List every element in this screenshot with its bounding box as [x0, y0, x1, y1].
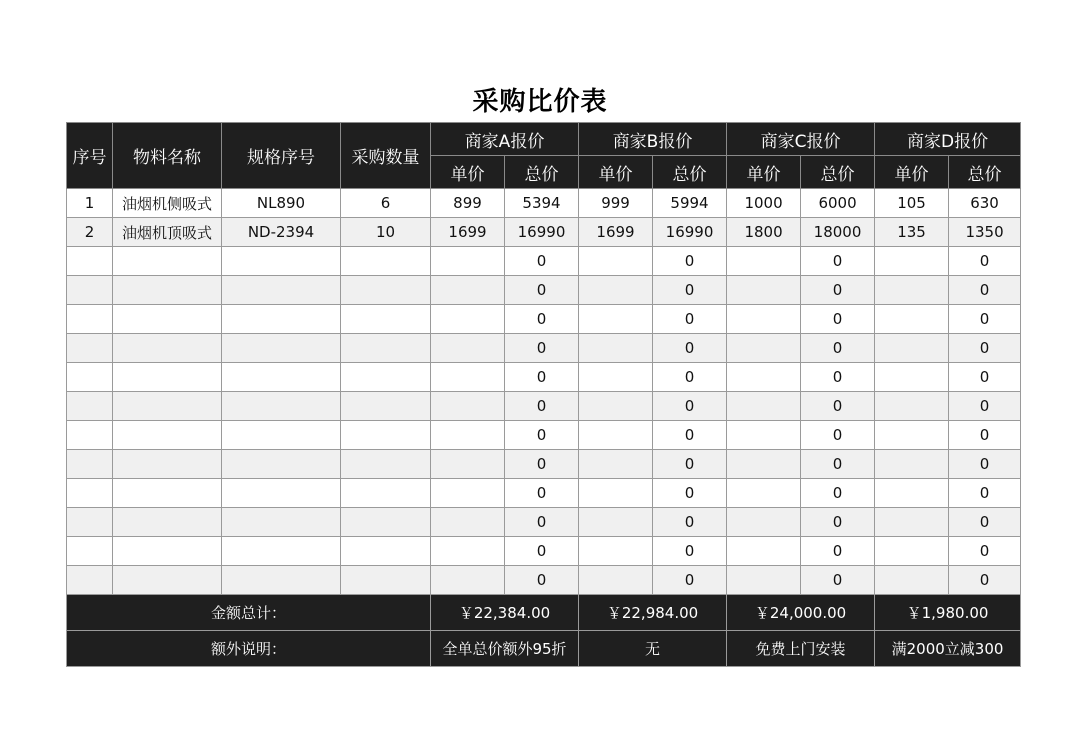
- table-row: [67, 218, 1021, 247]
- cell-unit-price[interactable]: [431, 392, 505, 421]
- cell-total-price[interactable]: 0: [653, 566, 727, 595]
- table-row: [67, 305, 1021, 334]
- cell-unit-price[interactable]: [727, 247, 801, 276]
- cell-spec[interactable]: [222, 247, 341, 276]
- cell-spec[interactable]: ND-2394: [222, 218, 341, 247]
- cell-material-name[interactable]: [113, 392, 222, 421]
- cell-total-price[interactable]: 0: [653, 247, 727, 276]
- cell-material-name[interactable]: [113, 363, 222, 392]
- cell-total-price[interactable]: 0: [949, 247, 1021, 276]
- header-total-price: 总价: [801, 156, 875, 189]
- total-vendor-d: ￥1,980.00: [875, 595, 1021, 631]
- cell-quantity[interactable]: [341, 334, 431, 363]
- cell-total-price[interactable]: 0: [505, 305, 579, 334]
- header-vendor-a: 商家A报价: [431, 123, 579, 156]
- cell-unit-price[interactable]: 1800: [727, 218, 801, 247]
- cell-unit-price[interactable]: [727, 479, 801, 508]
- cell-quantity[interactable]: [341, 537, 431, 566]
- cell-unit-price[interactable]: [727, 566, 801, 595]
- cell-total-price[interactable]: 0: [801, 421, 875, 450]
- cell-total-price[interactable]: 1350: [949, 218, 1021, 247]
- header-total-price: 总价: [949, 156, 1021, 189]
- cell-quantity[interactable]: [341, 566, 431, 595]
- cell-unit-price[interactable]: [727, 537, 801, 566]
- table-row: [67, 450, 1021, 479]
- note-vendor-b: 无: [579, 631, 727, 667]
- note-vendor-d: 满2000立减300: [875, 631, 1021, 667]
- notes-row: [67, 631, 1021, 667]
- cell-quantity[interactable]: [341, 247, 431, 276]
- note-vendor-c: 免费上门安装: [727, 631, 875, 667]
- cell-seq[interactable]: 2: [67, 218, 113, 247]
- cell-unit-price[interactable]: 999: [579, 189, 653, 218]
- cell-unit-price[interactable]: [431, 305, 505, 334]
- cell-total-price[interactable]: 630: [949, 189, 1021, 218]
- cell-unit-price[interactable]: 899: [431, 189, 505, 218]
- cell-total-price[interactable]: 0: [949, 508, 1021, 537]
- cell-unit-price[interactable]: [875, 537, 949, 566]
- cell-unit-price[interactable]: [875, 247, 949, 276]
- cell-unit-price[interactable]: [431, 508, 505, 537]
- cell-unit-price[interactable]: [727, 363, 801, 392]
- cell-quantity[interactable]: 6: [341, 189, 431, 218]
- cell-spec[interactable]: [222, 305, 341, 334]
- cell-total-price[interactable]: 0: [949, 276, 1021, 305]
- total-vendor-a: ￥22,384.00: [431, 595, 579, 631]
- cell-total-price[interactable]: 0: [653, 479, 727, 508]
- cell-total-price[interactable]: 0: [801, 566, 875, 595]
- cell-seq[interactable]: [67, 305, 113, 334]
- cell-unit-price[interactable]: [875, 450, 949, 479]
- header-unit-price: 单价: [875, 156, 949, 189]
- header-total-price: 总价: [653, 156, 727, 189]
- cell-quantity[interactable]: [341, 276, 431, 305]
- cell-total-price[interactable]: 0: [801, 450, 875, 479]
- cell-seq[interactable]: [67, 392, 113, 421]
- cell-material-name[interactable]: [113, 566, 222, 595]
- cell-unit-price[interactable]: [431, 334, 505, 363]
- cell-unit-price[interactable]: [875, 566, 949, 595]
- cell-total-price[interactable]: 0: [653, 508, 727, 537]
- cell-unit-price[interactable]: [727, 334, 801, 363]
- cell-seq[interactable]: [67, 247, 113, 276]
- cell-total-price[interactable]: 0: [505, 363, 579, 392]
- cell-quantity[interactable]: [341, 479, 431, 508]
- cell-total-price[interactable]: 0: [653, 334, 727, 363]
- cell-total-price[interactable]: 0: [653, 363, 727, 392]
- cell-quantity[interactable]: [341, 363, 431, 392]
- cell-spec[interactable]: [222, 392, 341, 421]
- cell-total-price[interactable]: 0: [505, 334, 579, 363]
- header-total-price: 总价: [505, 156, 579, 189]
- cell-total-price[interactable]: 16990: [505, 218, 579, 247]
- cell-spec[interactable]: [222, 334, 341, 363]
- cell-unit-price[interactable]: [579, 508, 653, 537]
- cell-spec[interactable]: [222, 508, 341, 537]
- table-row: [67, 363, 1021, 392]
- price-comparison-table: [66, 122, 1021, 667]
- cell-total-price[interactable]: 0: [505, 276, 579, 305]
- cell-unit-price[interactable]: [579, 392, 653, 421]
- cell-unit-price[interactable]: [875, 305, 949, 334]
- cell-seq[interactable]: [67, 363, 113, 392]
- cell-unit-price[interactable]: [579, 450, 653, 479]
- table-row: [67, 247, 1021, 276]
- table-row: [67, 392, 1021, 421]
- cell-total-price[interactable]: 0: [653, 305, 727, 334]
- cell-quantity[interactable]: [341, 508, 431, 537]
- cell-seq[interactable]: [67, 537, 113, 566]
- cell-quantity[interactable]: [341, 450, 431, 479]
- cell-material-name[interactable]: 油烟机侧吸式: [113, 189, 222, 218]
- cell-total-price[interactable]: 0: [801, 479, 875, 508]
- cell-total-price[interactable]: 0: [505, 392, 579, 421]
- cell-total-price[interactable]: 0: [801, 305, 875, 334]
- cell-total-price[interactable]: 16990: [653, 218, 727, 247]
- table-row: [67, 189, 1021, 218]
- header-spec: 规格序号: [222, 123, 341, 189]
- cell-unit-price[interactable]: [875, 479, 949, 508]
- header-material-name: 物料名称: [113, 123, 222, 189]
- table-row: [67, 479, 1021, 508]
- cell-spec[interactable]: [222, 276, 341, 305]
- cell-material-name[interactable]: 油烟机顶吸式: [113, 218, 222, 247]
- cell-spec[interactable]: [222, 537, 341, 566]
- cell-material-name[interactable]: [113, 450, 222, 479]
- cell-total-price[interactable]: 0: [653, 276, 727, 305]
- header-unit-price: 单价: [579, 156, 653, 189]
- cell-unit-price[interactable]: [431, 450, 505, 479]
- cell-total-price[interactable]: 0: [801, 363, 875, 392]
- cell-spec[interactable]: [222, 363, 341, 392]
- header-vendor-c: 商家C报价: [727, 123, 875, 156]
- cell-unit-price[interactable]: [431, 537, 505, 566]
- notes-label: 额外说明：: [67, 631, 431, 667]
- cell-total-price[interactable]: 0: [949, 421, 1021, 450]
- cell-total-price[interactable]: 0: [505, 421, 579, 450]
- cell-material-name[interactable]: [113, 508, 222, 537]
- total-vendor-c: ￥24,000.00: [727, 595, 875, 631]
- cell-unit-price[interactable]: [875, 421, 949, 450]
- cell-total-price[interactable]: 0: [801, 334, 875, 363]
- cell-unit-price[interactable]: 1699: [579, 218, 653, 247]
- note-vendor-a: 全单总价额外95折: [431, 631, 579, 667]
- cell-total-price[interactable]: 5394: [505, 189, 579, 218]
- table-row: [67, 276, 1021, 305]
- cell-unit-price[interactable]: [727, 392, 801, 421]
- cell-spec[interactable]: [222, 479, 341, 508]
- totals-label: 金额总计：: [67, 595, 431, 631]
- cell-material-name[interactable]: [113, 537, 222, 566]
- cell-spec[interactable]: NL890: [222, 189, 341, 218]
- cell-total-price[interactable]: 0: [505, 247, 579, 276]
- cell-seq[interactable]: [67, 508, 113, 537]
- cell-total-price[interactable]: 0: [949, 450, 1021, 479]
- cell-unit-price[interactable]: [727, 276, 801, 305]
- cell-total-price[interactable]: 0: [505, 479, 579, 508]
- cell-total-price[interactable]: 0: [801, 276, 875, 305]
- cell-unit-price[interactable]: [875, 334, 949, 363]
- cell-unit-price[interactable]: [875, 363, 949, 392]
- cell-unit-price[interactable]: [875, 508, 949, 537]
- cell-quantity[interactable]: [341, 305, 431, 334]
- cell-total-price[interactable]: 0: [949, 537, 1021, 566]
- cell-total-price[interactable]: 0: [949, 566, 1021, 595]
- cell-unit-price[interactable]: 1000: [727, 189, 801, 218]
- cell-unit-price[interactable]: [579, 537, 653, 566]
- cell-material-name[interactable]: [113, 276, 222, 305]
- cell-total-price[interactable]: 18000: [801, 218, 875, 247]
- cell-unit-price[interactable]: [431, 566, 505, 595]
- cell-total-price[interactable]: 0: [949, 334, 1021, 363]
- header-unit-price: 单价: [727, 156, 801, 189]
- cell-unit-price[interactable]: 105: [875, 189, 949, 218]
- cell-quantity[interactable]: [341, 421, 431, 450]
- header-vendor-d: 商家D报价: [875, 123, 1021, 156]
- cell-seq[interactable]: [67, 566, 113, 595]
- cell-unit-price[interactable]: [579, 566, 653, 595]
- table-row: [67, 537, 1021, 566]
- cell-total-price[interactable]: 0: [949, 363, 1021, 392]
- cell-unit-price[interactable]: [431, 247, 505, 276]
- cell-seq[interactable]: [67, 479, 113, 508]
- table-row: [67, 566, 1021, 595]
- cell-material-name[interactable]: [113, 247, 222, 276]
- cell-unit-price[interactable]: [431, 479, 505, 508]
- cell-seq[interactable]: [67, 421, 113, 450]
- cell-unit-price[interactable]: 1699: [431, 218, 505, 247]
- header-quantity: 采购数量: [341, 123, 431, 189]
- cell-material-name[interactable]: [113, 479, 222, 508]
- cell-material-name[interactable]: [113, 334, 222, 363]
- cell-quantity[interactable]: [341, 392, 431, 421]
- cell-total-price[interactable]: 0: [801, 247, 875, 276]
- cell-total-price[interactable]: 0: [801, 537, 875, 566]
- cell-unit-price[interactable]: [431, 421, 505, 450]
- table-row: [67, 421, 1021, 450]
- cell-unit-price[interactable]: [579, 334, 653, 363]
- cell-unit-price[interactable]: [727, 421, 801, 450]
- header-vendor-b: 商家B报价: [579, 123, 727, 156]
- cell-unit-price[interactable]: [875, 276, 949, 305]
- cell-total-price[interactable]: 5994: [653, 189, 727, 218]
- cell-unit-price[interactable]: [431, 276, 505, 305]
- cell-unit-price[interactable]: [727, 305, 801, 334]
- cell-unit-price[interactable]: [727, 450, 801, 479]
- cell-total-price[interactable]: 0: [505, 566, 579, 595]
- cell-unit-price[interactable]: [875, 392, 949, 421]
- cell-unit-price[interactable]: [579, 363, 653, 392]
- header-unit-price: 单价: [431, 156, 505, 189]
- cell-spec[interactable]: [222, 566, 341, 595]
- cell-total-price[interactable]: 0: [801, 508, 875, 537]
- cell-spec[interactable]: [222, 421, 341, 450]
- totals-row: [67, 595, 1021, 631]
- cell-total-price[interactable]: 0: [653, 392, 727, 421]
- cell-material-name[interactable]: [113, 421, 222, 450]
- cell-total-price[interactable]: 0: [653, 421, 727, 450]
- total-vendor-b: ￥22,984.00: [579, 595, 727, 631]
- cell-unit-price[interactable]: [431, 363, 505, 392]
- cell-total-price[interactable]: 0: [653, 537, 727, 566]
- cell-spec[interactable]: [222, 450, 341, 479]
- cell-unit-price[interactable]: 135: [875, 218, 949, 247]
- table-row: [67, 508, 1021, 537]
- cell-unit-price[interactable]: [579, 479, 653, 508]
- cell-total-price[interactable]: 0: [505, 508, 579, 537]
- cell-total-price[interactable]: 0: [505, 450, 579, 479]
- cell-unit-price[interactable]: [579, 305, 653, 334]
- cell-seq[interactable]: [67, 276, 113, 305]
- cell-unit-price[interactable]: [579, 276, 653, 305]
- cell-total-price[interactable]: 0: [949, 305, 1021, 334]
- cell-unit-price[interactable]: [579, 247, 653, 276]
- header-seq: 序号: [67, 123, 113, 189]
- table-row: [67, 334, 1021, 363]
- cell-seq[interactable]: 1: [67, 189, 113, 218]
- cell-seq[interactable]: [67, 334, 113, 363]
- cell-quantity[interactable]: 10: [341, 218, 431, 247]
- cell-unit-price[interactable]: [579, 421, 653, 450]
- cell-total-price[interactable]: 0: [505, 537, 579, 566]
- cell-total-price[interactable]: 0: [949, 392, 1021, 421]
- cell-unit-price[interactable]: [727, 508, 801, 537]
- header-row-top: [67, 123, 1021, 156]
- sheet-title: 采购比价表: [472, 87, 608, 117]
- cell-seq[interactable]: [67, 450, 113, 479]
- table-body: [67, 189, 1021, 595]
- cell-total-price[interactable]: 6000: [801, 189, 875, 218]
- cell-material-name[interactable]: [113, 305, 222, 334]
- cell-total-price[interactable]: 0: [653, 450, 727, 479]
- cell-total-price[interactable]: 0: [949, 479, 1021, 508]
- cell-total-price[interactable]: 0: [801, 392, 875, 421]
